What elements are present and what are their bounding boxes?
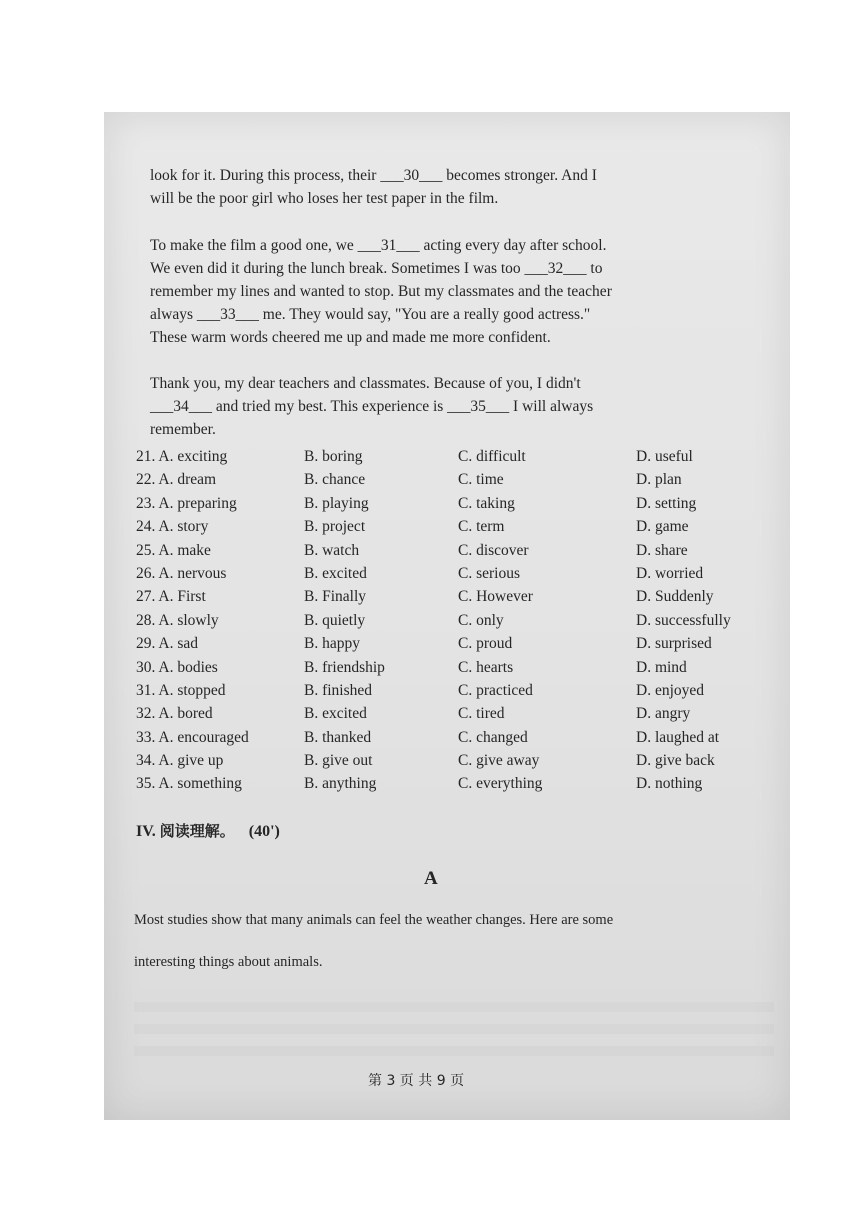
option-row-34 bbox=[136, 752, 756, 775]
passage-line: ___34___ and tried my best. This experience is ___35___ I will always bbox=[150, 398, 594, 415]
option-row-32 bbox=[136, 705, 756, 728]
option-row-23 bbox=[136, 495, 756, 518]
option-a: 23. A. preparing bbox=[136, 494, 237, 512]
option-c: C. practiced bbox=[458, 681, 533, 699]
option-c: C. difficult bbox=[458, 448, 526, 465]
answer-options bbox=[136, 448, 756, 799]
option-a: 26. A. nervous bbox=[136, 564, 227, 582]
section-points: (40') bbox=[248, 823, 280, 840]
option-c: C. However bbox=[458, 588, 533, 606]
option-a: 32. A. bored bbox=[136, 705, 213, 723]
option-row-33 bbox=[136, 729, 756, 752]
option-c: C. everything bbox=[458, 775, 543, 793]
option-c: C. proud bbox=[458, 635, 513, 653]
passage-line: Thank you, my dear teachers and classmates. Because of you, I didn't bbox=[150, 375, 581, 392]
option-b: B. excited bbox=[304, 705, 367, 723]
option-d: D. enjoyed bbox=[636, 681, 705, 699]
option-c: C. changed bbox=[458, 728, 528, 746]
option-row-30 bbox=[136, 659, 756, 682]
option-c: C. give away bbox=[458, 752, 540, 770]
option-a: 34. A. give up bbox=[136, 752, 224, 770]
option-a: 29. A. sad bbox=[136, 635, 198, 653]
option-a: 28. A. slowly bbox=[136, 611, 219, 629]
page-footer: 第 3 页 共 9 页 bbox=[368, 1073, 465, 1089]
passage-line: always ___33___ me. They would say, "You are a really good actress." bbox=[150, 306, 591, 323]
option-a: 25. A. make bbox=[136, 541, 211, 559]
option-b: B. happy bbox=[304, 635, 360, 653]
option-b: B. Finally bbox=[304, 588, 367, 606]
option-c: C. only bbox=[458, 611, 504, 629]
option-b: B. watch bbox=[304, 541, 360, 559]
option-a: 24. A. story bbox=[136, 518, 209, 536]
option-row-21 bbox=[136, 448, 756, 471]
part-intro-line: Most studies show that many animals can feel the weather changes. Here are some bbox=[134, 912, 614, 928]
option-c: C. discover bbox=[458, 541, 529, 559]
option-a: 21. A. exciting bbox=[136, 448, 228, 465]
option-d: D. laughed at bbox=[636, 728, 720, 746]
passage-paragraph-3 bbox=[150, 372, 710, 441]
option-c: C. taking bbox=[458, 494, 515, 512]
part-intro-line: interesting things about animals. bbox=[134, 954, 323, 970]
option-d: D. angry bbox=[636, 705, 691, 723]
option-row-35 bbox=[136, 775, 756, 798]
section-heading bbox=[136, 820, 280, 841]
exam-page bbox=[104, 112, 790, 1120]
option-d: D. plan bbox=[636, 471, 682, 489]
passage-line: look for it. During this process, their ___30___ becomes stronger. And I bbox=[150, 167, 597, 184]
option-c: C. hearts bbox=[458, 658, 514, 676]
option-c: C. tired bbox=[458, 705, 505, 723]
option-b: B. quietly bbox=[304, 611, 366, 629]
option-b: B. thanked bbox=[304, 728, 372, 746]
part-heading: A bbox=[424, 868, 438, 889]
option-row-22 bbox=[136, 471, 756, 494]
option-d: D. successfully bbox=[636, 611, 731, 629]
option-b: B. boring bbox=[304, 448, 363, 465]
option-a: 30. A. bodies bbox=[136, 658, 218, 676]
passage-line: remember my lines and wanted to stop. But my classmates and the teacher bbox=[150, 283, 612, 300]
option-a: 27. A. First bbox=[136, 588, 206, 606]
option-d: D. share bbox=[636, 541, 688, 559]
passage-line: To make the film a good one, we ___31___ acting every day after school. bbox=[150, 237, 607, 254]
option-d: D. useful bbox=[636, 448, 693, 465]
option-b: B. excited bbox=[304, 564, 367, 582]
option-row-26 bbox=[136, 565, 756, 588]
option-row-31 bbox=[136, 682, 756, 705]
passage-line: These warm words cheered me up and made me more confident. bbox=[150, 329, 551, 346]
option-b: B. friendship bbox=[304, 658, 385, 676]
option-d: D. nothing bbox=[636, 775, 703, 793]
option-b: B. project bbox=[304, 518, 366, 536]
section-title: 阅读理解。 bbox=[159, 822, 235, 840]
option-d: D. give back bbox=[636, 752, 715, 770]
option-b: B. playing bbox=[304, 494, 369, 512]
option-d: D. game bbox=[636, 518, 689, 536]
option-c: C. serious bbox=[458, 564, 520, 582]
option-a: 31. A. stopped bbox=[136, 681, 226, 699]
passage-line: We even did it during the lunch break. Sometimes I was too ___32___ to bbox=[150, 260, 603, 277]
option-d: D. Suddenly bbox=[636, 588, 714, 606]
option-d: D. setting bbox=[636, 494, 697, 512]
option-b: B. anything bbox=[304, 775, 377, 793]
section-number: IV. bbox=[136, 823, 156, 840]
passage-paragraph-1 bbox=[150, 164, 710, 210]
bleed-through-shadow bbox=[134, 1002, 774, 1062]
option-row-24 bbox=[136, 518, 756, 541]
option-a: 35. A. something bbox=[136, 775, 242, 793]
option-a: 22. A. dream bbox=[136, 471, 217, 489]
option-a: 33. A. encouraged bbox=[136, 728, 249, 746]
option-d: D. mind bbox=[636, 658, 687, 676]
option-d: D. worried bbox=[636, 564, 704, 582]
passage-line: remember. bbox=[150, 421, 216, 438]
passage-line: will be the poor girl who loses her test paper in the film. bbox=[150, 190, 499, 207]
option-c: C. term bbox=[458, 518, 505, 536]
option-b: B. give out bbox=[304, 752, 373, 770]
option-d: D. surprised bbox=[636, 635, 712, 653]
option-b: B. finished bbox=[304, 681, 373, 699]
option-row-25 bbox=[136, 542, 756, 565]
passage-paragraph-2 bbox=[150, 234, 710, 349]
option-row-28 bbox=[136, 612, 756, 635]
option-c: C. time bbox=[458, 471, 504, 489]
option-b: B. chance bbox=[304, 471, 366, 489]
option-row-27 bbox=[136, 588, 756, 611]
option-row-29 bbox=[136, 635, 756, 658]
